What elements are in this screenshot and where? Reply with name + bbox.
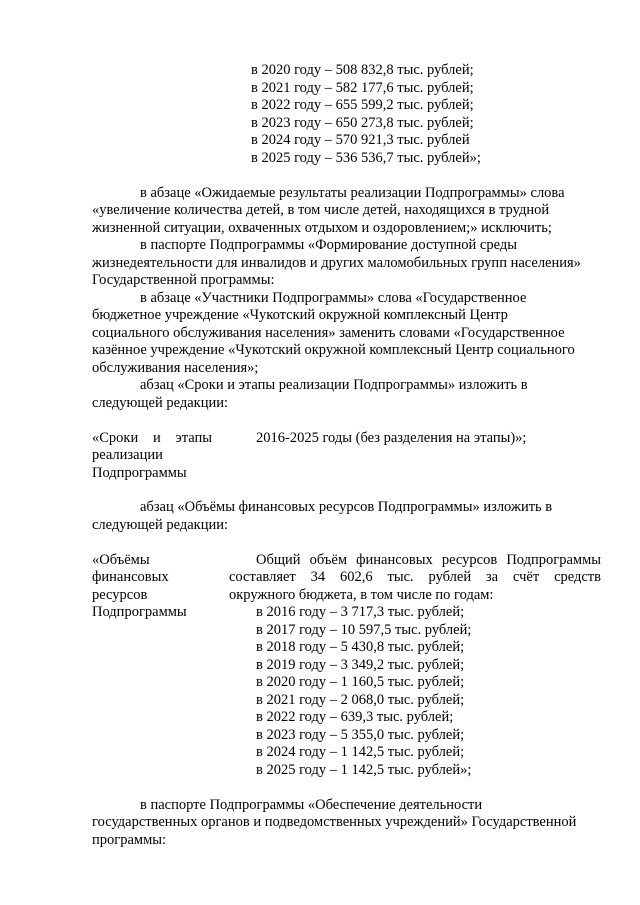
funds-year-item: в 2022 году – 639,3 тыс. рублей; [256, 709, 454, 725]
paragraph-line: в абзаце «Участники Подпрограммы» слова «Государственное [140, 290, 527, 306]
funds-year-item: в 2016 году – 3 717,3 тыс. рублей; [256, 604, 465, 620]
funds-year-item: в 2017 году – 10 597,5 тыс. рублей; [256, 622, 472, 638]
terms-label: «Сроки и этапы [92, 430, 212, 446]
funds-year-item: в 2020 году – 1 160,5 тыс. рублей; [256, 674, 465, 690]
paragraph-line: следующей редакции: [92, 395, 229, 411]
paragraph-line: в паспорте Подпрограммы «Обеспечение деятельности [140, 797, 483, 813]
funds-label: «Объёмы [92, 552, 150, 568]
paragraph-line: следующей редакции: [92, 517, 229, 533]
list-item: в 2022 году – 655 599,2 тыс. рублей; [251, 97, 474, 113]
list-item: в 2020 году – 508 832,8 тыс. рублей; [251, 62, 474, 78]
paragraph-line: в паспорте Подпрограммы «Формирование доступной среды [140, 237, 517, 253]
paragraph-line: программы: [92, 832, 167, 848]
funds-year-item: в 2019 году – 3 349,2 тыс. рублей; [256, 657, 465, 673]
paragraph-line: «увеличение количества детей, в том числе детей, находящихся в трудной [92, 202, 550, 218]
funds-intro-line: составляет 34 602,6 тыс. рублей за счёт средств [229, 569, 601, 585]
list-item: в 2024 году – 570 921,3 тыс. рублей [251, 132, 470, 148]
funds-year-item: в 2024 году – 1 142,5 тыс. рублей; [256, 744, 465, 760]
paragraph-line: бюджетное учреждение «Чукотский окружной комплексный Центр [92, 307, 508, 323]
list-item: в 2021 году – 582 177,6 тыс. рублей; [251, 80, 474, 96]
paragraph-line: абзац «Объёмы финансовых ресурсов Подпрограммы» изложить в [140, 499, 553, 515]
list-item: в 2023 году – 650 273,8 тыс. рублей; [251, 115, 474, 131]
funds-label: Подпрограммы [92, 604, 187, 620]
paragraph-line: жизнедеятельности для инвалидов и других маломобильных групп населения» [92, 255, 581, 271]
paragraph-line: государственных органов и подведомственных учреждений» Государственной [92, 814, 577, 830]
funds-label: ресурсов [92, 587, 148, 603]
paragraph-line: абзац «Сроки и этапы реализации Подпрограммы» изложить в [140, 377, 528, 393]
funds-year-item: в 2023 году – 5 355,0 тыс. рублей; [256, 727, 465, 743]
funds-label: финансовых [92, 569, 169, 585]
paragraph-line: жизненной ситуации, охваченных отдыхом и оздоровлением;» исключить; [92, 220, 552, 236]
terms-value: 2016-2025 годы (без разделения на этапы)»; [256, 430, 527, 446]
funds-intro-line: Общий объём финансовых ресурсов Подпрограммы [256, 552, 601, 568]
funds-year-item: в 2018 году – 5 430,8 тыс. рублей; [256, 639, 465, 655]
list-item: в 2025 году – 536 536,7 тыс. рублей»; [251, 150, 481, 166]
funds-year-item: в 2021 году – 2 068,0 тыс. рублей; [256, 692, 465, 708]
funds-year-item: в 2025 году – 1 142,5 тыс. рублей»; [256, 762, 472, 778]
terms-label: реализации [92, 447, 163, 463]
paragraph-line: в абзаце «Ожидаемые результаты реализации Подпрограммы» слова [140, 185, 565, 201]
terms-label: Подпрограммы [92, 465, 187, 481]
paragraph-line: социального обслуживания населения» заменить словами «Государственное [92, 325, 565, 341]
paragraph-line: Государственной программы: [92, 272, 275, 288]
funds-intro-line: окружного бюджета, в том числе по годам: [229, 587, 494, 603]
paragraph-line: обслуживания населения»; [92, 360, 259, 376]
paragraph-line: казённое учреждение «Чукотский окружной комплексный Центр социального [92, 342, 575, 358]
